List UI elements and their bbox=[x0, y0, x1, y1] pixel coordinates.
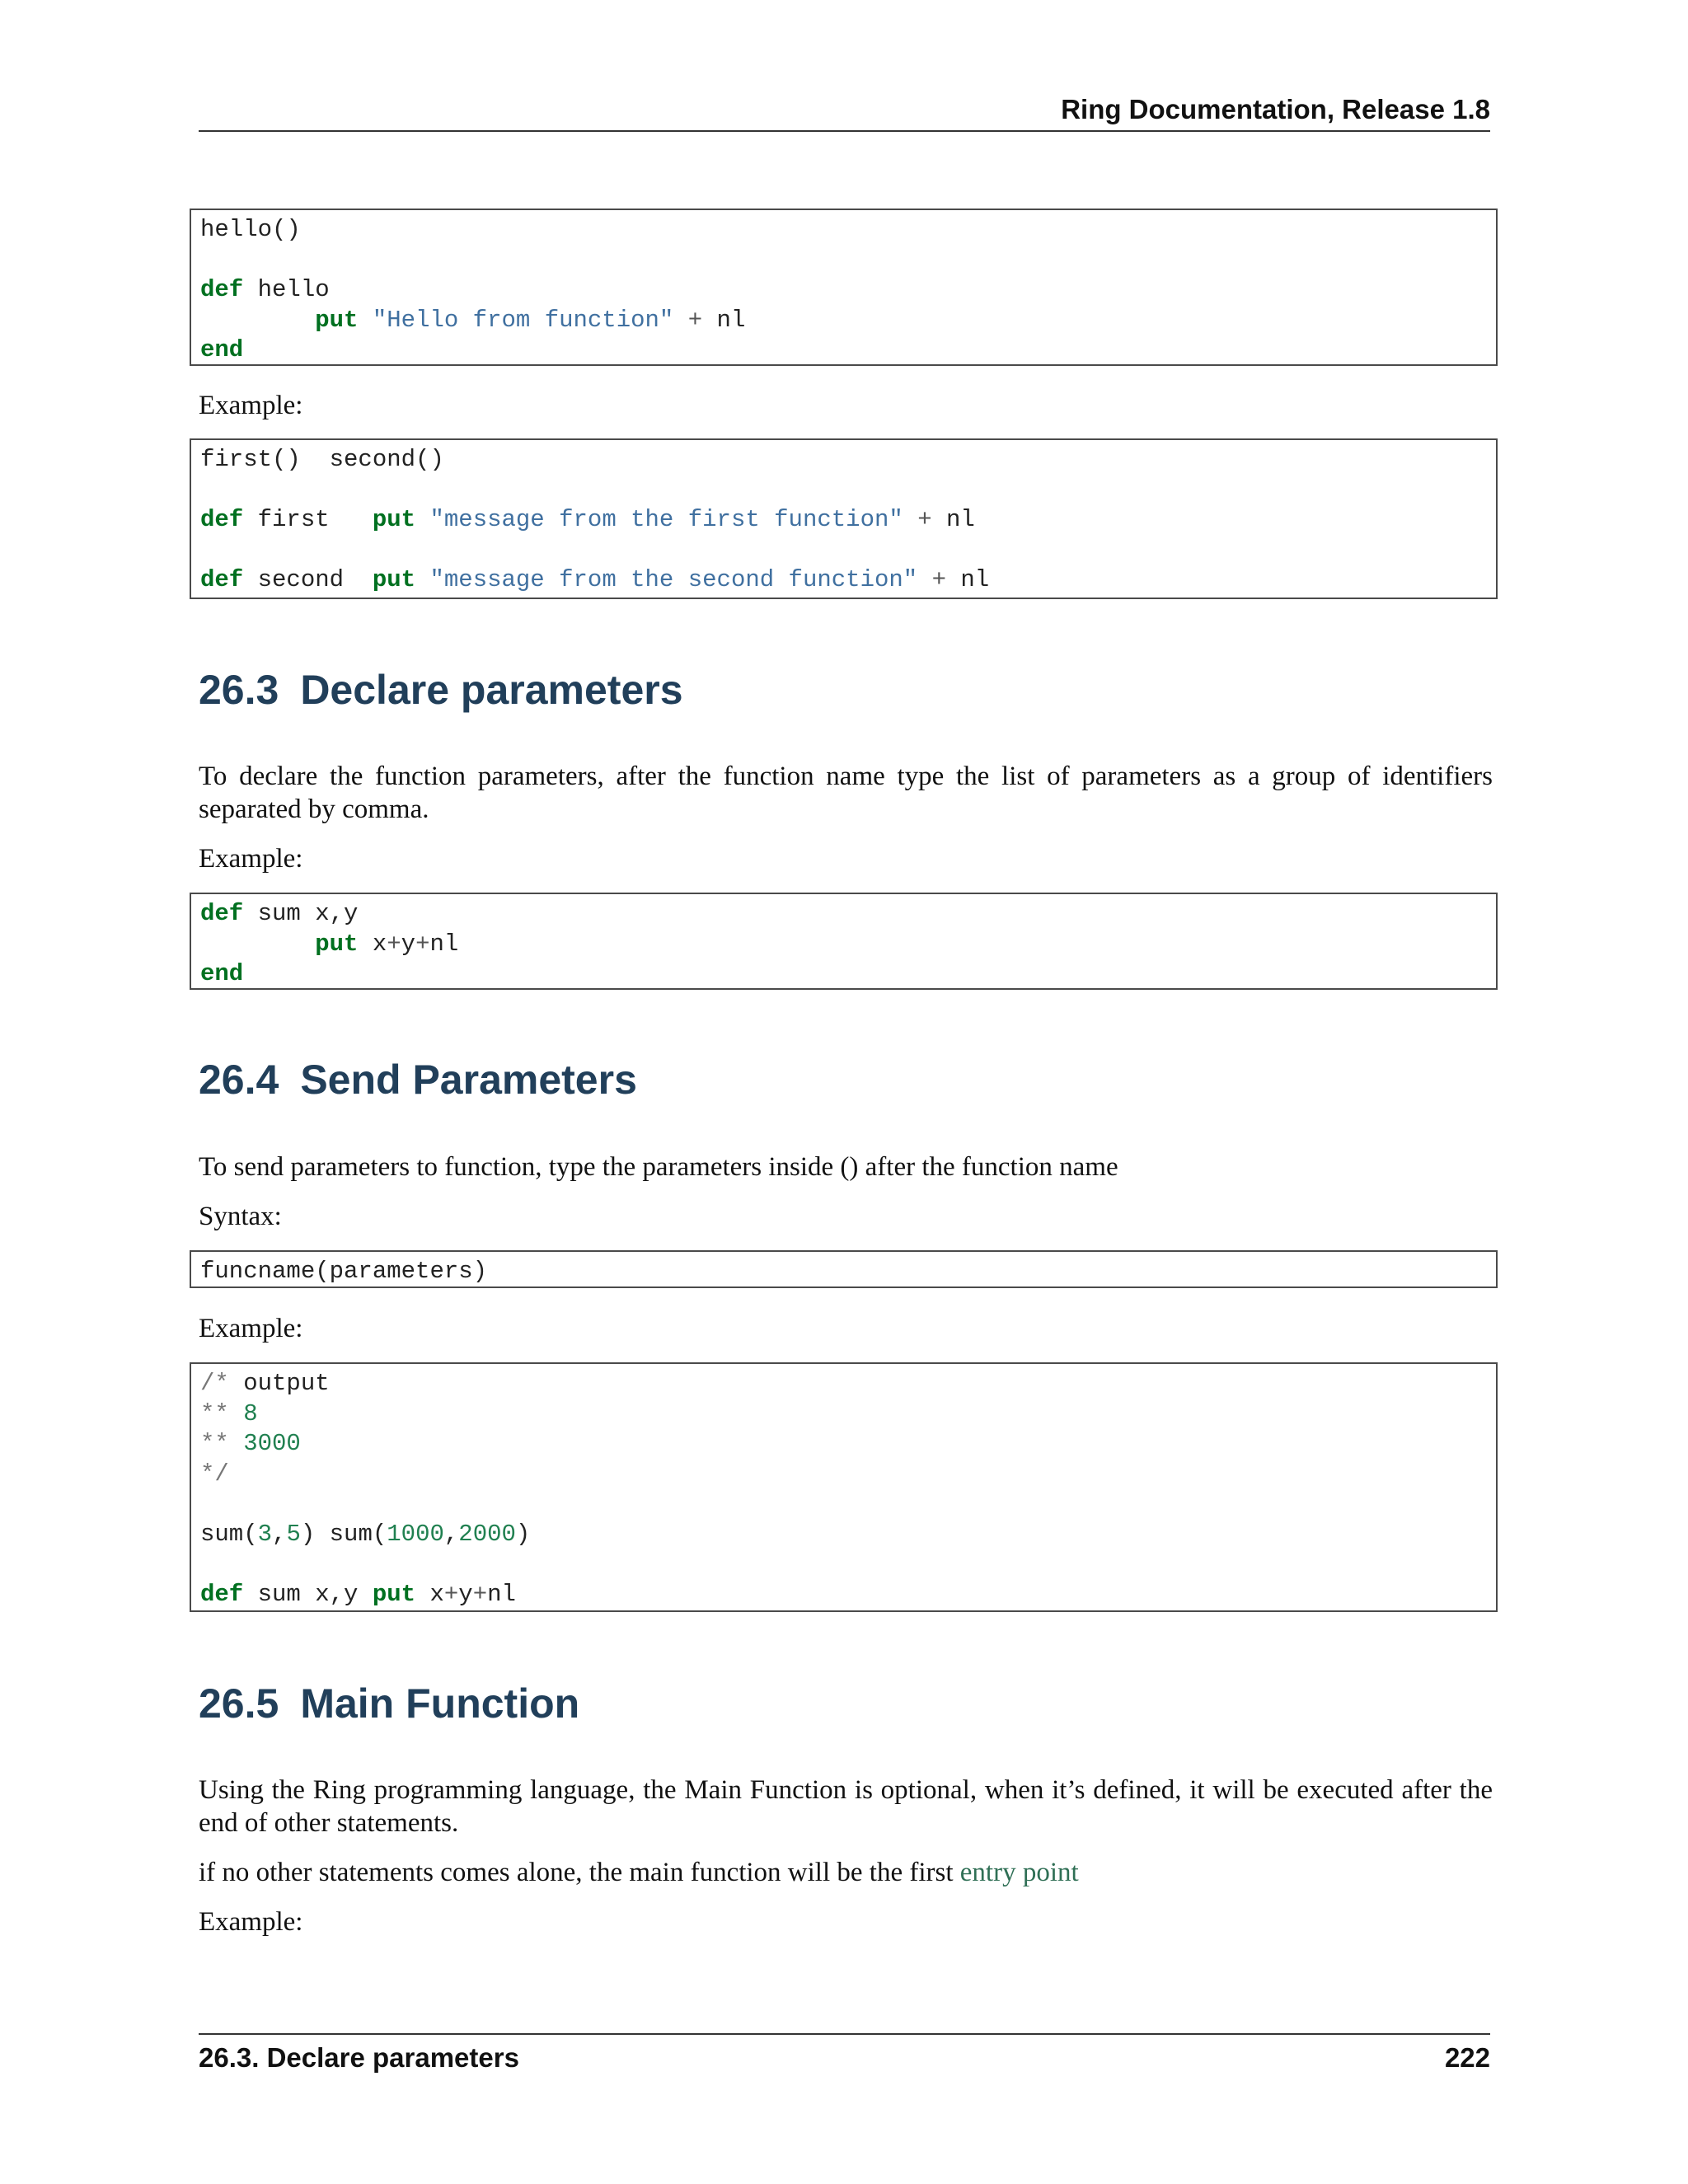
code-token: + bbox=[687, 306, 703, 334]
code-block bbox=[190, 438, 1498, 599]
code-line bbox=[200, 505, 1496, 536]
code-line bbox=[200, 1429, 1496, 1460]
code-token: nl bbox=[946, 566, 990, 594]
code-token: + bbox=[387, 930, 401, 958]
code-line bbox=[200, 1580, 1496, 1610]
code-line bbox=[200, 536, 1496, 566]
footer-section: 26.3. Declare parameters bbox=[199, 2042, 519, 2073]
code-line bbox=[200, 565, 1496, 596]
code-token: /* bbox=[200, 1370, 229, 1397]
code-line bbox=[200, 1460, 1496, 1490]
code-token: sum x,y bbox=[243, 1581, 373, 1609]
paragraph: To declare the function parameters, after the function name type the list of parameters as a group of identifiers separated by comma. bbox=[199, 762, 1493, 824]
entry-point-link[interactable]: entry point bbox=[959, 1858, 1079, 1887]
code-line bbox=[200, 275, 1496, 306]
code-token: def bbox=[200, 566, 244, 594]
code-block bbox=[190, 893, 1498, 990]
section-title: Send Parameters bbox=[300, 1057, 637, 1103]
code-token bbox=[415, 506, 429, 533]
code-token: ) bbox=[515, 1520, 531, 1548]
section-title: Declare parameters bbox=[300, 667, 683, 713]
code-token: end bbox=[200, 336, 244, 364]
code-token: def bbox=[200, 276, 244, 304]
code-token: + bbox=[917, 506, 932, 534]
code-token: def bbox=[200, 506, 244, 534]
code-token bbox=[229, 1400, 243, 1427]
code-line bbox=[200, 930, 1496, 960]
code-token: put bbox=[315, 306, 359, 334]
code-token: + bbox=[443, 1581, 459, 1609]
code-line bbox=[200, 1489, 1496, 1520]
code-token: 3000 bbox=[243, 1430, 301, 1458]
code-token: y bbox=[458, 1581, 473, 1609]
section-heading-26-4 bbox=[199, 1056, 637, 1104]
code-token: , bbox=[443, 1520, 459, 1548]
code-token: put bbox=[372, 506, 416, 534]
footer-rule bbox=[199, 2033, 1490, 2035]
code-token bbox=[200, 930, 315, 958]
code-line bbox=[200, 1369, 1496, 1399]
code-line bbox=[200, 335, 1496, 366]
code-token: 3 bbox=[257, 1520, 273, 1548]
paragraph: Using the Ring programming language, the Main Function is optional, when it’s defined, it will be executed after the end of other statements. bbox=[199, 1775, 1493, 1838]
code-token: nl bbox=[931, 506, 975, 534]
running-header: Ring Documentation, Release 1.8 bbox=[1061, 94, 1490, 124]
code-block bbox=[190, 1362, 1498, 1612]
code-token: def bbox=[200, 1581, 244, 1609]
code-token: end bbox=[200, 960, 244, 988]
code-token: put bbox=[372, 566, 416, 594]
code-token: y bbox=[401, 930, 416, 958]
code-token: nl bbox=[429, 930, 459, 958]
code-token: def bbox=[200, 900, 244, 927]
code-line bbox=[200, 445, 1496, 476]
code-line bbox=[200, 1520, 1496, 1550]
code-token: , bbox=[272, 1520, 287, 1548]
code-token bbox=[229, 1430, 243, 1457]
code-line bbox=[200, 306, 1496, 336]
example-label: Example: bbox=[199, 391, 303, 420]
code-token: ) sum( bbox=[300, 1520, 387, 1548]
code-line bbox=[200, 246, 1496, 276]
section-number: 26.4 bbox=[199, 1057, 279, 1103]
code-token: ** bbox=[200, 1399, 229, 1427]
section-number: 26.5 bbox=[199, 1680, 279, 1727]
code-token bbox=[673, 307, 687, 334]
example-label: Example: bbox=[199, 1314, 303, 1343]
code-token: x bbox=[358, 930, 387, 958]
code-token: hello bbox=[243, 276, 330, 304]
section-heading-26-5 bbox=[199, 1680, 579, 1727]
code-token: nl bbox=[702, 306, 746, 334]
code-token: funcname(parameters) bbox=[200, 1258, 488, 1285]
code-line bbox=[200, 899, 1496, 930]
code-token: second bbox=[243, 566, 373, 594]
section-heading-26-3 bbox=[199, 666, 683, 714]
code-token: first() second() bbox=[200, 446, 444, 473]
code-token: nl bbox=[487, 1581, 516, 1609]
code-token bbox=[917, 566, 931, 593]
code-line bbox=[200, 1257, 1496, 1287]
syntax-label: Syntax: bbox=[199, 1202, 282, 1231]
code-token: "message from the first function" bbox=[429, 506, 903, 534]
example-label: Example: bbox=[199, 1907, 303, 1937]
paragraph bbox=[199, 1856, 1493, 1889]
code-token: ** bbox=[200, 1430, 229, 1458]
code-token bbox=[358, 307, 372, 334]
code-token: "message from the second function" bbox=[429, 566, 918, 594]
code-token bbox=[903, 506, 917, 533]
code-token: hello() bbox=[200, 216, 301, 243]
code-token: */ bbox=[200, 1460, 229, 1488]
code-line bbox=[200, 1550, 1496, 1581]
code-line bbox=[200, 215, 1496, 246]
code-token: 2000 bbox=[458, 1520, 516, 1548]
code-token: output bbox=[228, 1370, 330, 1397]
code-token: "Hello from function" bbox=[372, 306, 674, 334]
code-block bbox=[190, 209, 1498, 366]
code-token: + bbox=[415, 930, 430, 958]
page-number: 222 bbox=[1444, 2042, 1490, 2073]
code-token: x bbox=[415, 1581, 444, 1609]
code-line bbox=[200, 959, 1496, 990]
code-token: 5 bbox=[286, 1520, 301, 1548]
code-token: first bbox=[243, 506, 373, 534]
code-token: 1000 bbox=[387, 1520, 444, 1548]
example-label: Example: bbox=[199, 844, 303, 874]
paragraph: To send parameters to function, type the parameters inside () after the function name bbox=[199, 1152, 1118, 1182]
code-line bbox=[200, 1399, 1496, 1430]
code-token bbox=[200, 307, 315, 334]
code-token: sum( bbox=[200, 1520, 258, 1548]
code-token: put bbox=[315, 930, 359, 958]
code-token: put bbox=[372, 1581, 416, 1609]
header-rule bbox=[199, 130, 1490, 132]
code-token: + bbox=[931, 566, 946, 594]
code-token: + bbox=[472, 1581, 488, 1609]
code-block bbox=[190, 1250, 1498, 1288]
code-line bbox=[200, 476, 1496, 506]
code-token bbox=[415, 566, 429, 593]
code-token: 8 bbox=[243, 1399, 258, 1427]
paragraph-text: if no other statements comes alone, the main function will be the first bbox=[199, 1858, 960, 1887]
section-title: Main Function bbox=[300, 1680, 580, 1727]
code-token: sum x,y bbox=[243, 900, 359, 927]
section-number: 26.3 bbox=[199, 667, 279, 713]
